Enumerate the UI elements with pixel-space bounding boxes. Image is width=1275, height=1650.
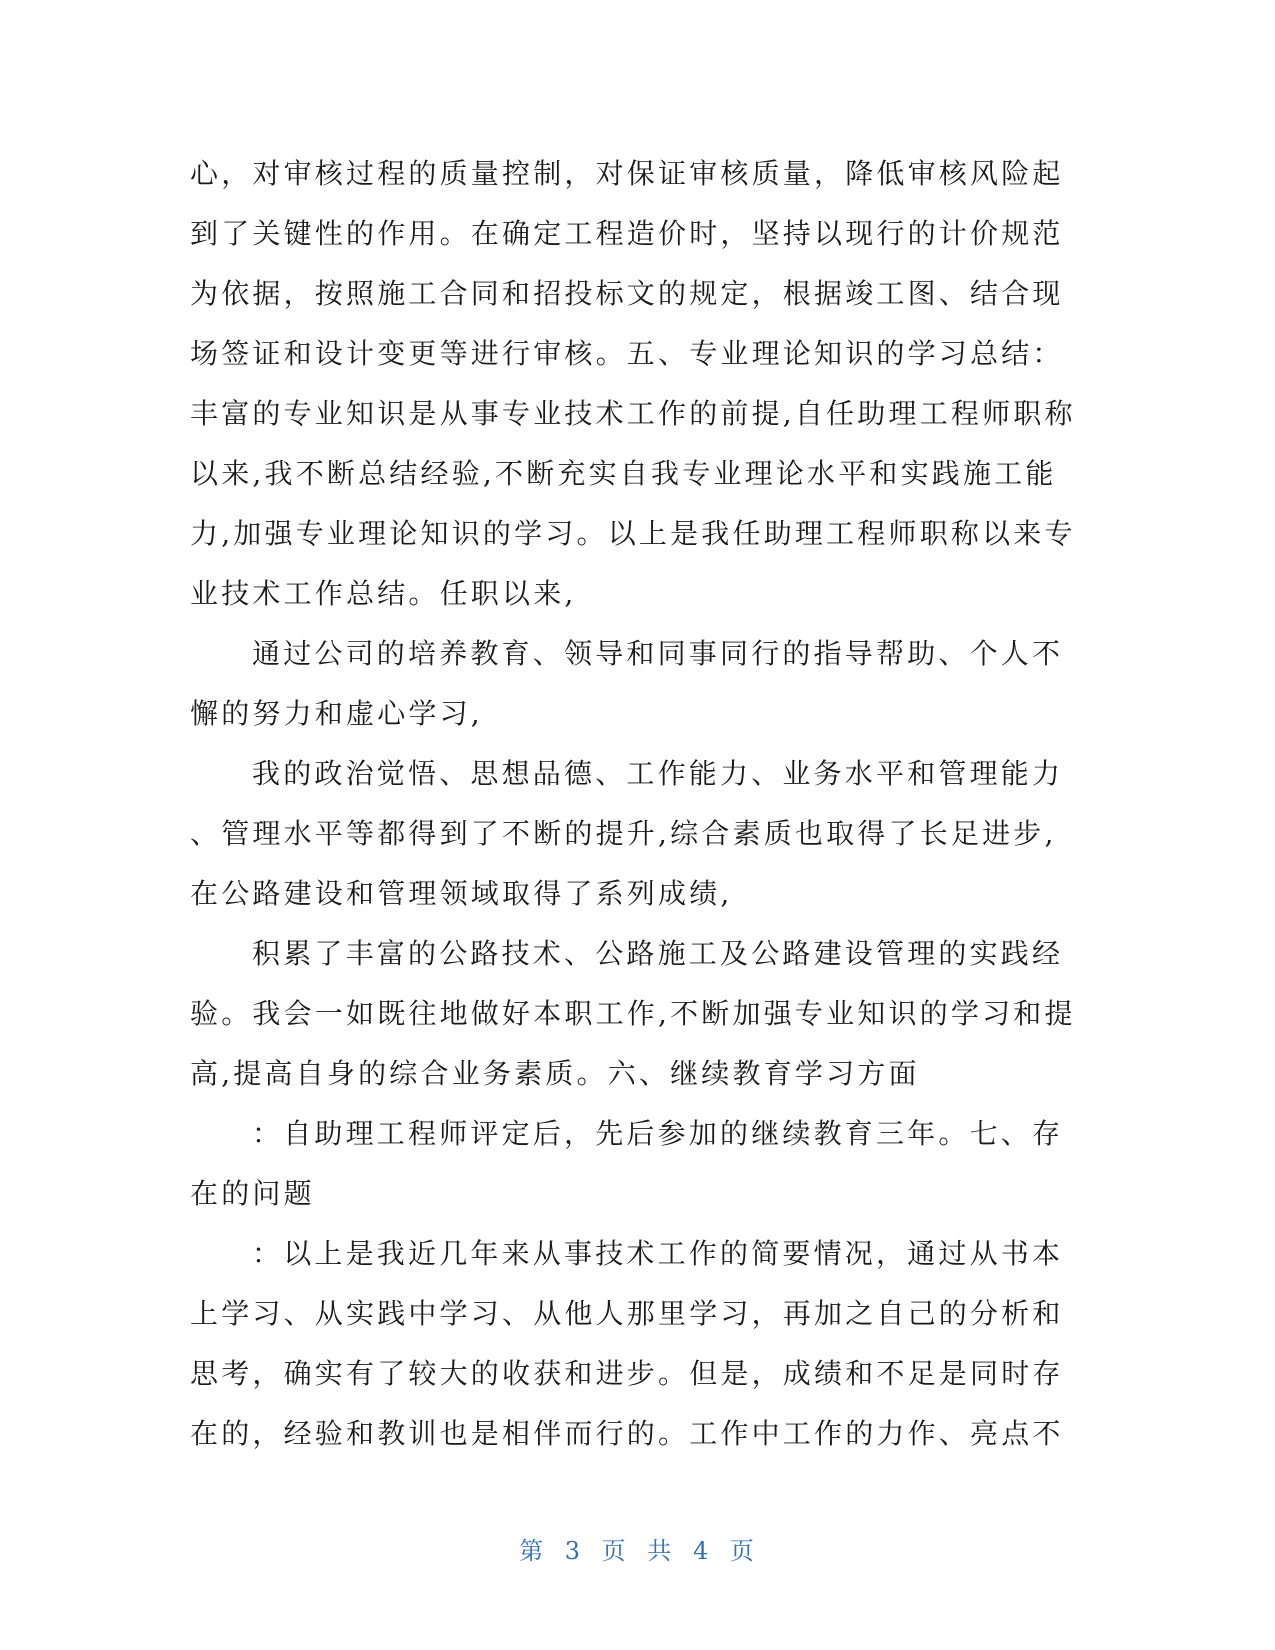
text-line: 我的政治觉悟、思想品德、工作能力、业务水平和管理能力 xyxy=(252,757,1064,790)
text-line: 场签证和设计变更等进行审核。五、专业理论知识的学习总结： xyxy=(190,337,1064,370)
text-line: 验。我会一如既往地做好本职工作,不断加强专业知识的学习和提 xyxy=(190,997,1076,1030)
text-line: 业技术工作总结。任职以来, xyxy=(190,577,577,610)
body-text xyxy=(190,144,1080,1464)
text-line: 通过公司的培养教育、领导和同事同行的指导帮助、个人不 xyxy=(252,637,1064,670)
text-line: 高,提高自身的综合业务素质。六、继续教育学习方面 xyxy=(190,1057,920,1090)
text-line: 在的，经验和教训也是相伴而行的。工作中工作的力作、亮点不 xyxy=(190,1417,1064,1450)
text-line: 上学习、从实践中学习、从他人那里学习，再加之自己的分析和 xyxy=(190,1297,1064,1330)
page-number-footer: 第 3 页 共 4 页 xyxy=(519,1537,756,1565)
text-line: 懈的努力和虚心学习, xyxy=(190,697,483,730)
text-line: 在的问题 xyxy=(190,1177,315,1210)
text-line: ：自助理工程师评定后，先后参加的继续教育三年。七、存 xyxy=(252,1117,1064,1150)
text-line: 以来,我不断总结经验,不断充实自我专业理论水平和实践施工能 xyxy=(190,457,1057,490)
text-line: 力,加强专业理论知识的学习。以上是我任助理工程师职称以来专 xyxy=(190,517,1076,550)
text-line: 心，对审核过程的质量控制，对保证审核质量，降低审核风险起 xyxy=(190,157,1064,190)
text-line: ：以上是我近几年来从事技术工作的简要情况，通过从书本 xyxy=(252,1237,1064,1270)
text-line: 在公路建设和管理领域取得了系列成绩, xyxy=(190,877,733,910)
text-line: 丰富的专业知识是从事专业技术工作的前提,自任助理工程师职称 xyxy=(190,397,1076,430)
text-line: 、管理水平等都得到了不断的提升,综合素质也取得了长足进步, xyxy=(190,817,1057,850)
text-line: 为依据，按照施工合同和招投标文的规定，根据竣工图、结合现 xyxy=(190,277,1064,310)
text-line: 到了关键性的作用。在确定工程造价时，坚持以现行的计价规范 xyxy=(190,217,1064,250)
text-line: 积累了丰富的公路技术、公路施工及公路建设管理的实践经 xyxy=(252,937,1064,970)
text-line: 思考，确实有了较大的收获和进步。但是，成绩和不足是同时存 xyxy=(190,1357,1064,1390)
